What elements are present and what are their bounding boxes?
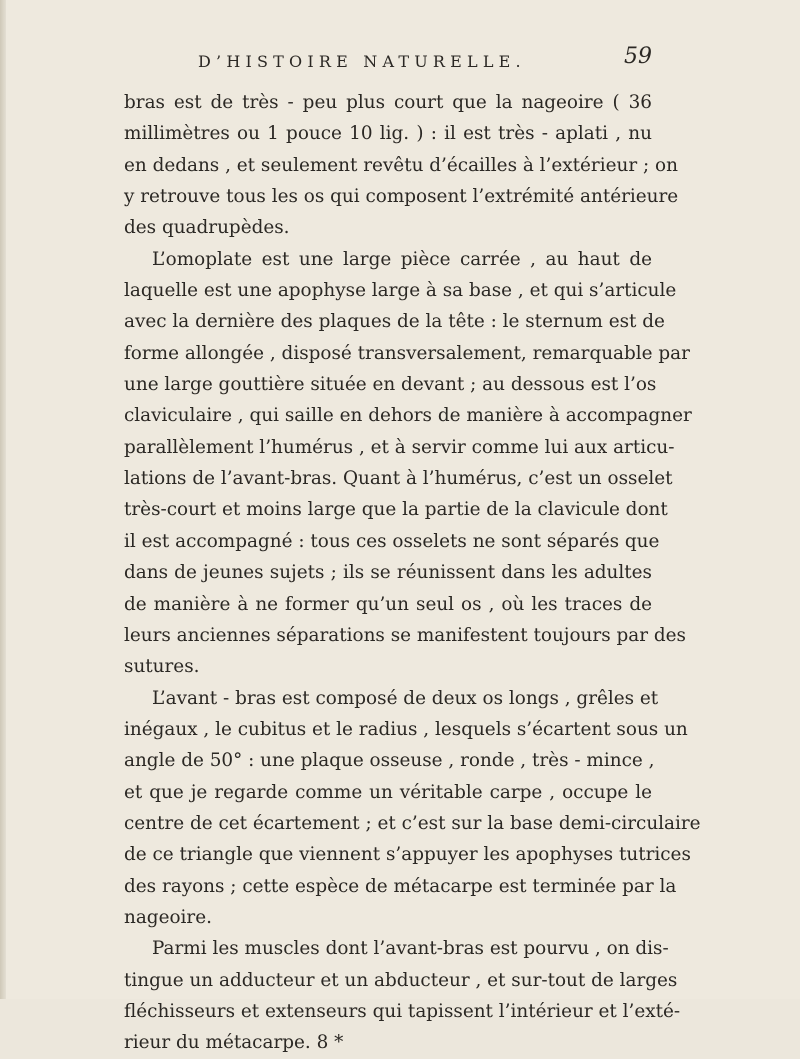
text-line: forme allongée , disposé transversalement, remarquable par (124, 342, 690, 364)
text-line: sutures. (124, 656, 200, 678)
text-line: millimètres ou 1 pouce 10 lig. ) : il est très - aplati , nu (124, 123, 652, 145)
paragraph-start-line: L’omoplate est une large pièce carrée , au haut de (152, 248, 652, 270)
text-line: tingue un adducteur et un abducteur , et sur-tout de larges (124, 969, 678, 991)
text-line: en dedans , et seulement revêtu d’écailles à l’extérieur ; on (124, 154, 678, 176)
text-line: fléchisseurs et extenseurs qui tapissent l’intérieur et l’exté- (124, 1000, 681, 1022)
text-line: parallèlement l’humérus , et à servir comme lui aux articu- (124, 436, 675, 458)
page-edge-shadow (0, 0, 6, 999)
text-line: avec la dernière des plaques de la tête : le sternum est de (124, 311, 665, 333)
text-line: angle de 50° : une plaque osseuse , ronde , très - mince , (124, 750, 655, 772)
text-line: il est accompagné : tous ces osselets ne sont séparés que (124, 530, 660, 552)
text-line: bras est de très - peu plus court que la nageoire ( 36 (124, 92, 652, 113)
paragraph-start-line: Parmi les muscles dont l’avant-bras est pourvu , on dis- (152, 938, 669, 960)
body-text (124, 87, 701, 1059)
text-line: lations de l’avant-bras. Quant à l’humérus, c’est un osselet (124, 468, 673, 490)
text-line: y retrouve tous les os qui composent l’extrémité antérieure (124, 186, 679, 208)
text-line: et que je regarde comme un véritable carpe , occupe le (124, 781, 652, 803)
text-line: très-court et moins large que la partie de la clavicule dont (124, 499, 668, 521)
text-line: de manière à ne former qu’un seul os , où les traces de (124, 593, 652, 615)
text-line: des rayons ; cette espèce de métacarpe est terminée par la (124, 875, 677, 897)
text-line: claviculaire , qui saille en dehors de manière à accompagner (124, 405, 692, 427)
text-line: de ce triangle que viennent s’appuyer les apophyses tutrices (124, 844, 691, 866)
text-line: leurs anciennes séparations se manifestent toujours par des (124, 624, 686, 646)
text-line: rieur du métacarpe. 8 * (124, 1032, 344, 1054)
page-header (198, 44, 652, 76)
text-line: laquelle est une apophyse large à sa base , et qui s’articule (124, 280, 677, 302)
paragraph-start-line: L’avant - bras est composé de deux os longs , grêles et (152, 687, 659, 709)
page-number: 59 (624, 44, 652, 69)
text-line: une large gouttière située en devant ; au dessous est l’os (124, 374, 657, 396)
text-line: nageoire. (124, 906, 212, 928)
text-line: inégaux , le cubitus et le radius , lesquels s’écartent sous un (124, 718, 688, 740)
running-head: D’HISTOIRE NATURELLE. (198, 52, 526, 71)
text-line: dans de jeunes sujets ; ils se réunissent dans les adultes (124, 562, 652, 584)
text-line: des quadrupèdes. (124, 217, 290, 239)
text-line: centre de cet écartement ; et c’est sur la base demi-circulaire (124, 812, 701, 834)
